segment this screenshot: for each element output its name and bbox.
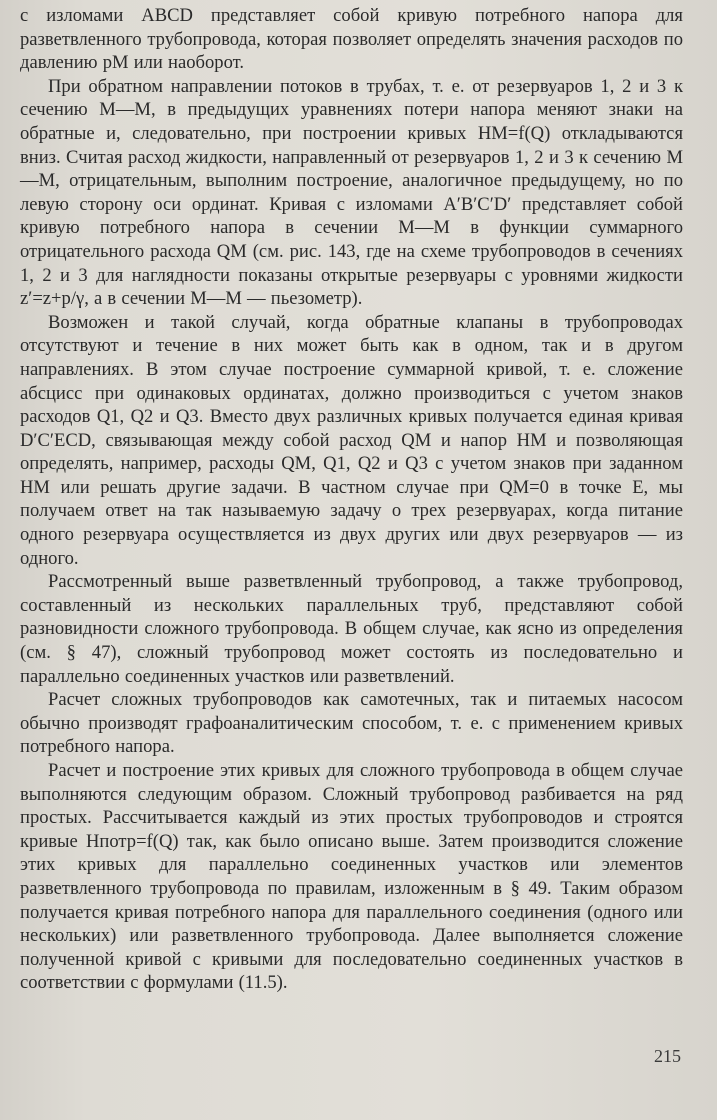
page-number: 215	[654, 1046, 681, 1066]
paragraph-3: Возможен и такой случай, когда обратные клапаны в трубопроводах отсутствуют и течение в них может быть как в одном, так и в другом направлениях. В этом случае построение суммарной кривой, т. е. сложение абсцисс при одинаковых ординатах, должно производиться с учетом знаков расходов Q1, Q2 и Q3. Вместо двух различных кривых получается единая кривая D′C′ECD, связывающая между собой расход QM и напор HM и позволяющая определять, например, расходы QM, Q1, Q2 и Q3 с учетом знаков при заданном HM или решать другие задачи. В частном случае при QM=0 в точке E, мы получаем ответ на так называемую задачу о трех резервуарах, когда питание одного резервуара осуществляется из двух других или двух резервуаров — из одного.	[20, 311, 683, 569]
paragraph-5: Расчет сложных трубопроводов как самотечных, так и питаемых насосом обычно производят графоаналитическим способом, т. е. с применением кривых потребного напора.	[20, 689, 683, 758]
page-body	[20, 4, 683, 995]
paragraph-2: При обратном направлении потоков в трубах, т. е. от резервуаров 1, 2 и 3 к сечению M—M, в предыдущих уравнениях потери напора меняют знаки на обратные и, следовательно, при построении кривых HM=f(Q) откладываются вниз. Считая расход жидкости, направленный от резервуаров 1, 2 и 3 к сечению M—M, отрицательным, выполним построение, аналогичное предыдущему, но по левую сторону оси ординат. Кривая с изломами A′B′C′D′ представляет собой кривую потребного напора в сечении M—M в функции суммарного отрицательного расхода QM (см. рис. 143, где на схеме трубопроводов в сечениях 1, 2 и 3 для наглядности показаны открытые резервуары с уровнями жидкости z′=z+p/γ, а в сечении M—M — пьезометр).	[20, 75, 683, 310]
paragraph-1: с изломами ABCD представляет собой кривую потребного напора для разветвленного трубопровода, которая позволяет определять значения расходов по давлению pM или наоборот.	[20, 5, 683, 74]
paragraph-6: Расчет и построение этих кривых для сложного трубопровода в общем случае выполняются следующим образом. Сложный трубопровод разбивается на ряд простых. Рассчитывается каждый из этих простых трубопроводов и строятся кривые Hпотр=f(Q) так, как было описано выше. Затем производится сложение этих кривых для параллельно соединенных участков или элементов разветвленного трубопровода по правилам, изложенным в § 49. Таким образом получается кривая потребного напора для параллельного соединения (одного или нескольких) или разветвленного трубопровода. Далее выполняется сложение полученной кривой с кривыми для последовательно соединенных участков в соответствии с формулами (11.5).	[20, 760, 683, 994]
paragraph-4: Рассмотренный выше разветвленный трубопровод, а также трубопровод, составленный из нескольких параллельных труб, представляют собой разновидности сложного трубопровода. В общем случае, как ясно из определения (см. § 47), сложный трубопровод может состоять из последовательно и параллельно соединенных участков или разветвлений.	[20, 571, 683, 687]
